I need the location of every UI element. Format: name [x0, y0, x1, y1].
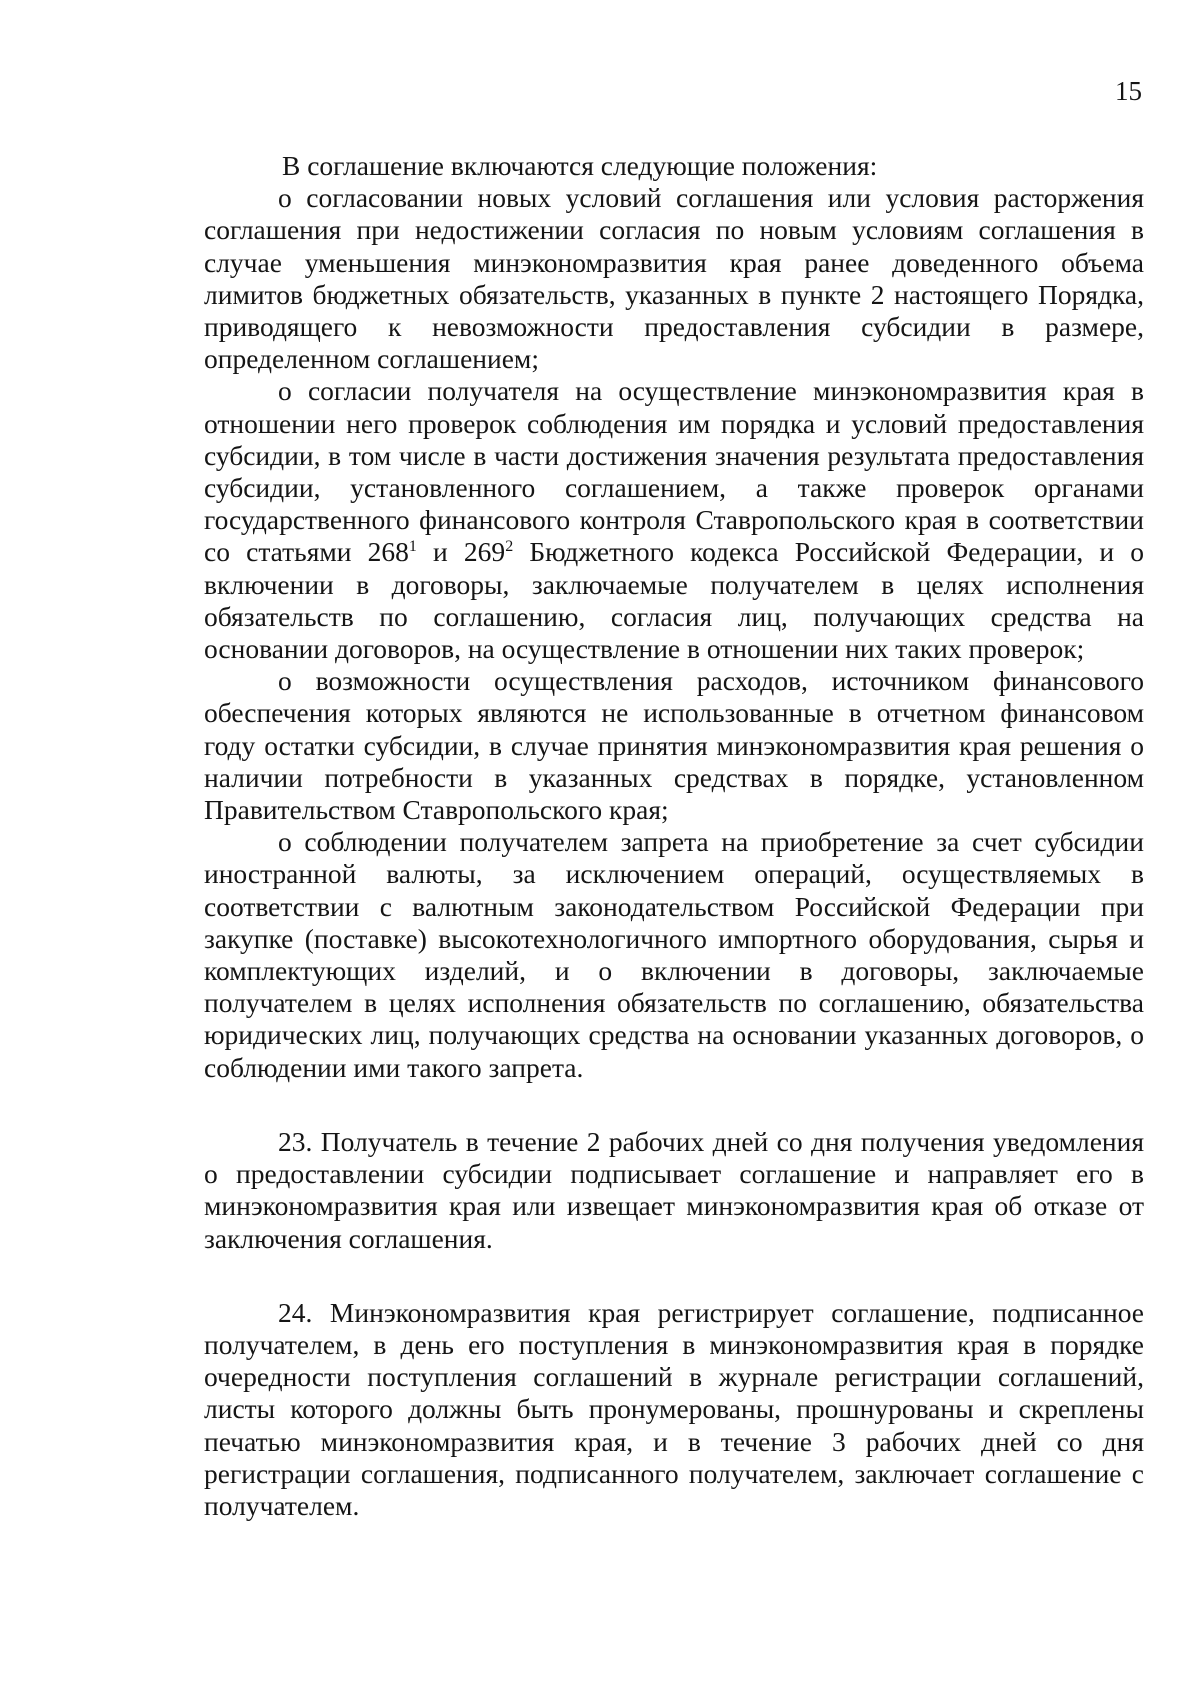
clause-23: 23. Получатель в течение 2 рабочих дней со дня получения уведомления о предоставлении субсидии подписывает соглашение и направляет его в минэкономразвития края или извещает минэкономразвития края об отказе от заключения соглашения. — [204, 1125, 1144, 1254]
page-number: 15 — [1115, 76, 1142, 106]
provision-audit-consent — [204, 375, 1144, 665]
document-body — [204, 150, 1144, 1522]
provision-audit-text-1: о согласии получателя на осуществление минэкономразвития края в отношении него проверок соблюдения им порядка и условий предоставления субсидии, в том числе в части достижения значения результата предоставления субсидии, установленного соглашением, а также проверок органами государственного финансового контроля Ставропольского края в соответствии со статьями 268 — [204, 375, 1144, 568]
provision-unused-balance: о возможности осуществления расходов, источником финансового обеспечения которых являются не использованные в отчетном финансовом году остатки субсидии, в случае принятия минэкономразвития края решения о наличии потребности в указанных средствах в порядке, установленном Правительством Ставропольского края; — [204, 665, 1144, 826]
superscript-2: 2 — [505, 538, 514, 556]
clause-24: 24. Минэкономразвития края регистрирует соглашение, подписанное получателем, в день его поступления в минэкономразвития края в порядке очередности поступления соглашений в журнале регистрации соглашений, листы которого должны быть пронумерованы, прошнурованы и скреплены печатью минэкономразвития края, и в течение 3 рабочих дней со дня регистрации соглашения, подписанного получателем, заключает соглашение с получателем. — [204, 1296, 1144, 1521]
provision-audit-text-2: и 269 — [416, 536, 506, 568]
intro-paragraph: В соглашение включаются следующие положения: — [282, 150, 878, 181]
provision-audit-text-3: Бюджетного кодекса Российской Федерации, и о включении в договоры, заключаемые получателем в целях исполнения обязательств по соглашению, согласия лиц, получающих средства на основании договоров, на осуществление в отношении них таких проверок; — [204, 536, 1145, 665]
provision-currency-ban: о соблюдении получателем запрета на приобретение за счет субсидии иностранной валюты, за исключением операций, осуществляемых в соответствии с валютным законодательством Российской Федерации при закупке (поставке) высокотехнологичного импортного оборудования, сырья и комплектующих изделий, и о включении в договоры, заключаемые получателем в целях исполнения обязательств по соглашению, обязательства юридических лиц, получающих средства на основании указанных договоров, о соблюдении ими такого запрета. — [204, 826, 1144, 1083]
superscript-1: 1 — [408, 538, 417, 556]
provision-renegotiation: о согласовании новых условий соглашения или условия расторжения соглашения при недостижении согласия по новым условиям соглашения в случае уменьшения минэкономразвития края ранее доведенного объема лимитов бюджетных обязательств, указанных в пункте 2 настоящего Порядка, приводящего к невозможности предоставления субсидии в размере, определенном соглашением; — [204, 182, 1144, 375]
